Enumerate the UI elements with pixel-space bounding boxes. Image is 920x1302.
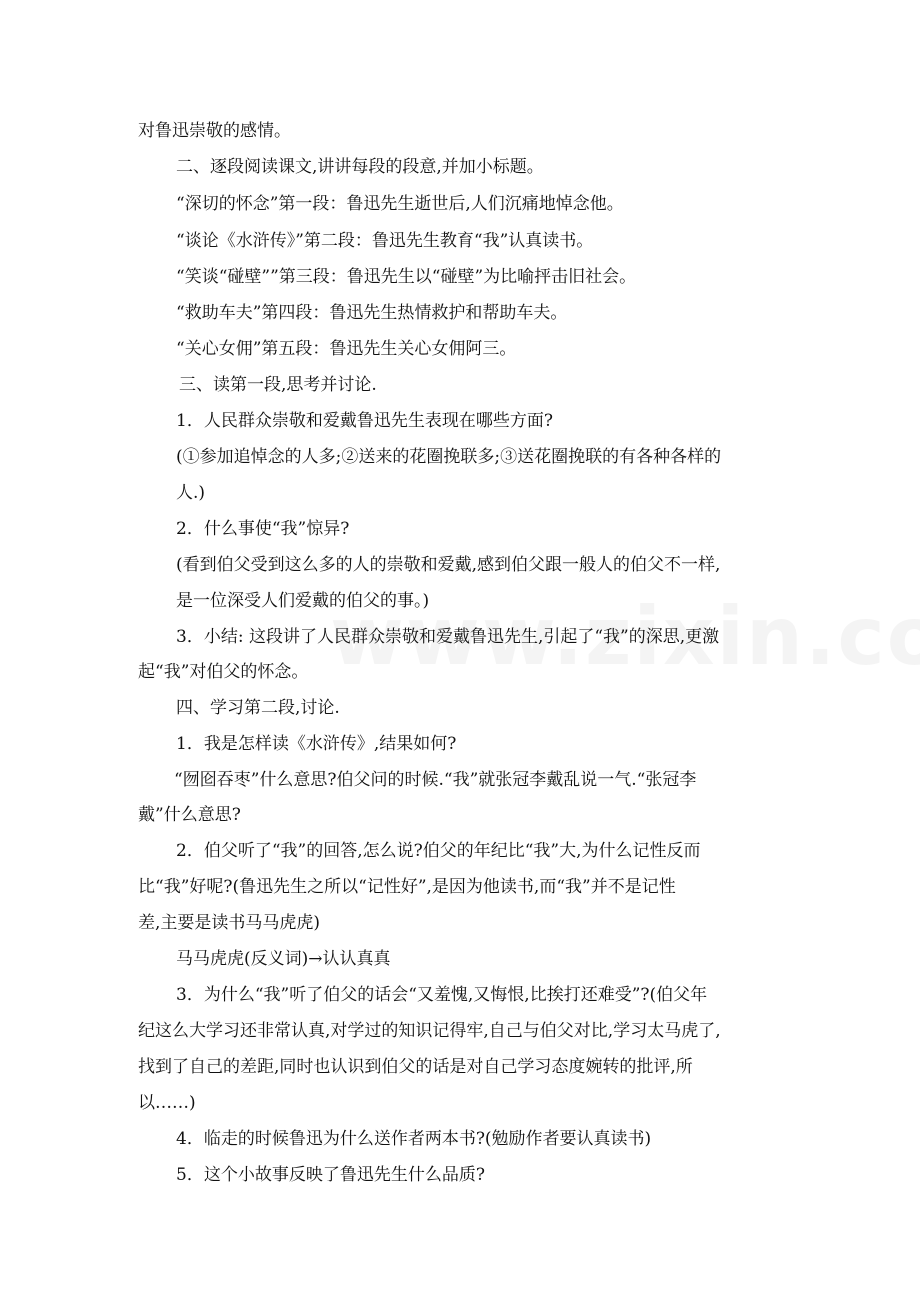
section-heading: 四、学习第二段,讨论. [176,698,340,718]
answer-line: (看到伯父受到这么多的人的崇敬和爱戴,感到伯父跟一般人的伯父不一样, [176,555,721,575]
answer-line: (①参加追悼念的人多;②送来的花圈挽联多;③送花圈挽联的有各种各样的 [176,447,722,467]
question: 2．伯父听了“我”的回答,怎么说?伯父的年纪比“我”大,为什么记性反而 [176,841,701,861]
question: 5．这个小故事反映了鲁迅先生什么品质? [176,1165,485,1185]
question: 2．什么事使“我”惊异? [176,519,350,539]
text-line: 比“我”好呢?(鲁迅先生之所以“记性好”,是因为他读书,而“我”并不是记性 [138,877,676,897]
text-line: “笑谈“碰壁””第三段：鲁迅先生以“碰壁”为比喻抨击旧社会。 [176,267,637,287]
text-line: 以……) [138,1093,196,1113]
text-line: 找到了自己的差距,同时也认识到伯父的话是对自己学习态度婉转的批评,所 [138,1057,693,1077]
text-line: “关心女佣”第五段：鲁迅先生关心女佣阿三。 [176,339,517,359]
text-line: 差,主要是读书马马虎虎) [138,913,321,933]
question: 3．为什么“我”听了伯父的话会“又羞愧,又悔恨,比挨打还难受”?(伯父年 [176,985,708,1005]
question: 4．临走的时候鲁迅为什么送作者两本书?(勉励作者要认真读书) [176,1129,652,1149]
text-line: 纪这么大学习还非常认真,对学过的知识记得牢,自己与伯父对比,学习太马虎了, [138,1021,721,1041]
text-line: “深切的怀念”第一段：鲁迅先生逝世后,人们沉痛地悼念他。 [176,194,624,214]
summary-line: 3．小结: 这段讲了人民群众崇敬和爱戴鲁迅先生,引起了“我”的深思,更激 [176,627,720,647]
text-line: 马马虎虎(反义词)→认认真真 [176,949,391,969]
question: 1．人民群众崇敬和爱戴鲁迅先生表现在哪些方面? [176,411,553,431]
text-line: “救助车夫”第四段：鲁迅先生热情救护和帮助车夫。 [176,303,568,323]
text-line: 戴”什么意思? [138,805,241,825]
text-line: “谈论《水浒传》”第二段：鲁迅先生教育“我”认真读书。 [176,231,594,251]
text-line: “囫囵吞枣”什么意思?伯父问的时候.“我”就张冠李戴乱说一气.“张冠李 [174,770,697,790]
section-heading: 二、逐段阅读课文,讲讲每段的段意,并加小标题。 [176,157,544,177]
section-heading: 三、读第一段,思考并讨论. [179,375,377,395]
answer-line: 人.) [176,483,206,503]
text-line: 对鲁迅崇敬的感情。 [138,121,291,141]
question: 1．我是怎样读《水浒传》,结果如何? [176,734,457,754]
summary-line: 起“我”对伯父的怀念。 [138,662,309,682]
answer-line: 是一位深受人们爱戴的伯父的事。) [176,591,430,611]
